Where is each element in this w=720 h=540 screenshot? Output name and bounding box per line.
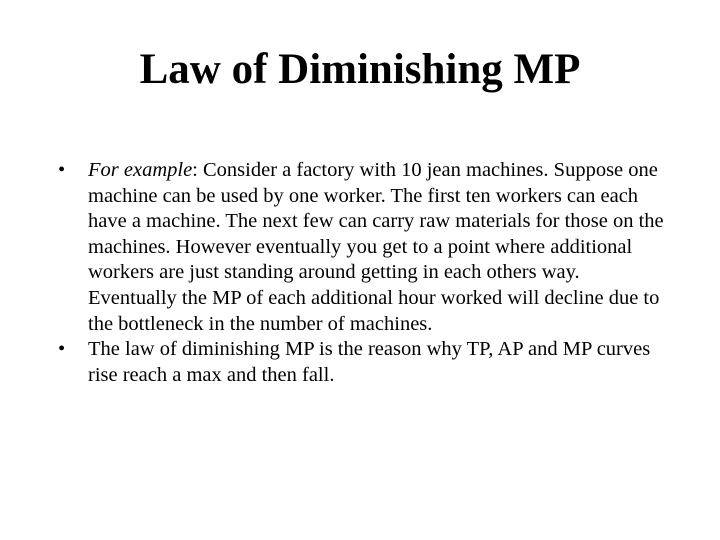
bullet-lead-italic: For example (88, 159, 193, 181)
bullet-body: : Consider a factory with 10 jean machines. Suppose one machine can be used by one worker. The first ten workers can each have a machine. The next few can carry raw materials for those on the machines. However eventually you get to a point where additional workers are just standing around getting in each others way. Eventually the MP of each additional hour worked will decline due to the bottleneck in the number of machines. (88, 159, 664, 335)
bullet-item-law (58, 337, 668, 388)
bullet-text (88, 159, 664, 335)
bullet-icon: • (58, 338, 66, 361)
bullet-text: The law of diminishing MP is the reason why TP, AP and MP curves rise reach a max and then fall. (88, 338, 651, 386)
bullet-item-example (58, 158, 668, 337)
slide-title: Law of Diminishing MP (139, 46, 581, 93)
bullet-list (58, 158, 668, 388)
bullet-icon: • (58, 159, 66, 181)
